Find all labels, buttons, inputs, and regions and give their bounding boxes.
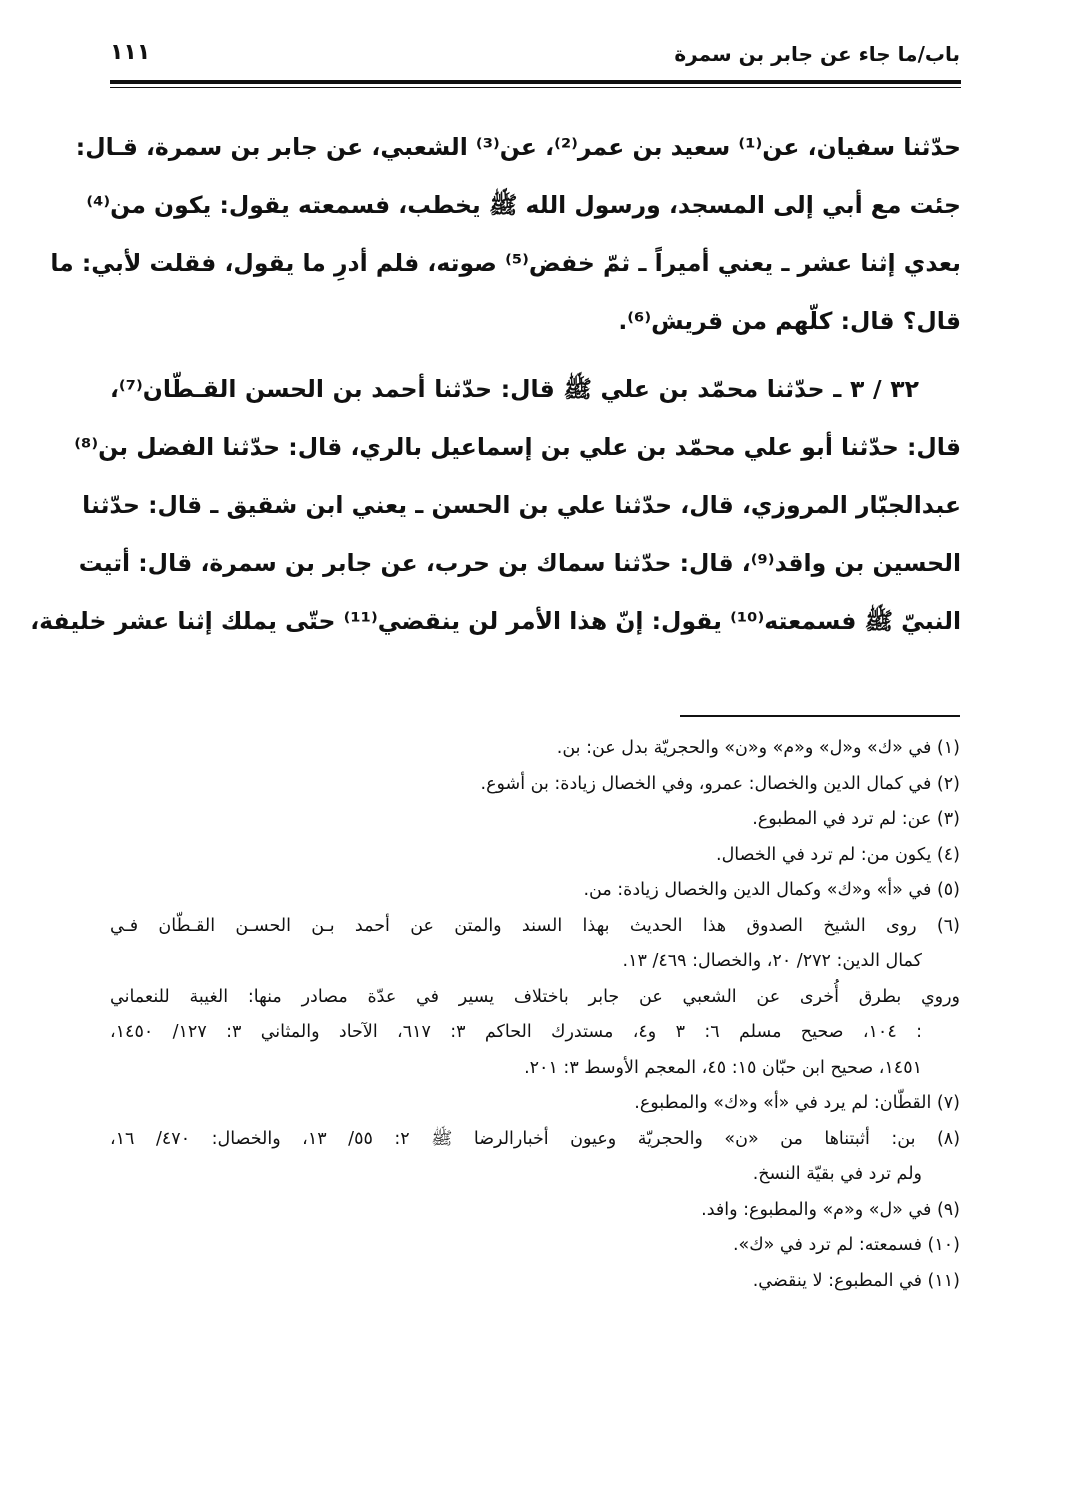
main-text (30, 118, 961, 650)
paragraph-gap (110, 350, 961, 360)
footnote-line: ولم ترد في بقيّة النسخ. (752, 1164, 922, 1184)
text-line: عبدالجبّار المروزي، قال، حدّثنا علي بن الحسن ـ يعني ابن شقيق ـ قال: حدّثنا (82, 491, 961, 519)
footnote-separator (680, 715, 960, 717)
footnote-line: (١١) في المطبوع: لا ينقضي. (752, 1270, 960, 1291)
footnote-line: وروي بطرق أُخرى عن الشعبي عن جابر باختلاف يسير في عدّة مصادر منها: الغيبة للنعماني (110, 986, 960, 1007)
footnote-line: (٧) القطّان: لم يرد في «أ» و«ك» والمطبوع. (634, 1093, 960, 1113)
footnotes (110, 731, 960, 1299)
text-line: الحسين بن واقد⁽⁹⁾، قال: حدّثنا سماك بن حرب، عن جابر بن سمرة، قال: أتيت (78, 549, 961, 577)
footnote-line: (٨) بن: أثبتناها من «ن» والحجريّة وعيون أخبارالرضا ﷺ ٢: ٥٥/ ١٣، والخصال: ٤٧٠/ ١٦، (110, 1128, 961, 1149)
footnote-line: (٣) عن: لم ترد في المطبوع. (752, 809, 960, 829)
text-line: قال؟ قال: كلّهم من قريش⁽⁶⁾. (618, 307, 961, 335)
footnote-line: (٦) روى الشيخ الصدوق هذا الحديث بهذا السند والمتن عن أحمد بـن الحسـن القـطّان فـي (110, 915, 960, 936)
footnote-line: (٥) في «أ» و«ك» وكمال الدين والخصال زيادة: من. (583, 880, 960, 900)
text-line: ٣٢ / ٣ ـ حدّثنا محمّد بن علي ﷺ قال: حدّثنا أحمد بن الحسن القـطّان⁽⁷⁾، (110, 375, 919, 403)
chapter-title: باب/ما جاء عن جابر بن سمرة (674, 42, 960, 66)
text-line: قال: حدّثنا أبو علي محمّد بن علي بن إسماعيل بالري، قال: حدّثنا الفضل بن⁽⁸⁾ (74, 433, 961, 461)
text-line: النبيّ ﷺ فسمعته⁽¹⁰⁾ يقول: إنّ هذا الأمر لن ينقضي⁽¹¹⁾ حتّى يملك إثنا عشر خليفة، (30, 607, 961, 635)
footnote-line: (٢) في كمال الدين والخصال: عمرو، وفي الخصال زيادة: بن أشوع. (480, 773, 960, 794)
text-line: بعدي إثنا عشر ـ يعني أميراً ـ ثمّ خفض⁽⁵⁾ صوته، فلم أدرِ ما يقول، فقلت لأبي: ما (50, 249, 961, 277)
footnote-line: (١٠) فسمعته: لم ترد في «ك». (732, 1235, 960, 1255)
page-number: ١١١ (110, 40, 151, 65)
text-line: جئت مع أبي إلى المسجد، ورسول الله ﷺ يخطب، فسمعته يقول: يكون من⁽⁴⁾ (86, 191, 961, 219)
footnote-line: (٩) في «ل» و«م» والمطبوع: وافد. (701, 1199, 960, 1220)
footnote-line: ١٤٥١، صحيح ابن حبّان ١٥: ٤٥، المعجم الأوسط ٣: ٢٠١. (524, 1057, 922, 1078)
footnote-line: (١) في «ك» و«ل» و«م» و«ن» والحجريّة بدل عن: بن. (556, 738, 960, 758)
page-header (110, 38, 960, 78)
text-line: حدّثنا سفيان، عن⁽¹⁾ سعيد بن عمر⁽²⁾، عن⁽³⁾ الشعبي، عن جابر بن سمرة، قـال: (75, 133, 961, 161)
footnote-line: (٤) يكون من: لم ترد في الخصال. (716, 844, 960, 865)
footnote-line: : ١٠٤، صحيح مسلم ٦: ٣ و٤، مستدرك الحاكم ٣: ٦١٧، الآحاد والمثاني ٣: ١٢٧/ ١٤٥٠، (110, 1022, 922, 1042)
header-rule-thin (110, 87, 961, 88)
footnote-line: كمال الدين: ٢٧٢/ ٢٠، والخصال: ٤٦٩/ ١٣. (622, 951, 922, 971)
header-rule-thick (110, 80, 961, 84)
